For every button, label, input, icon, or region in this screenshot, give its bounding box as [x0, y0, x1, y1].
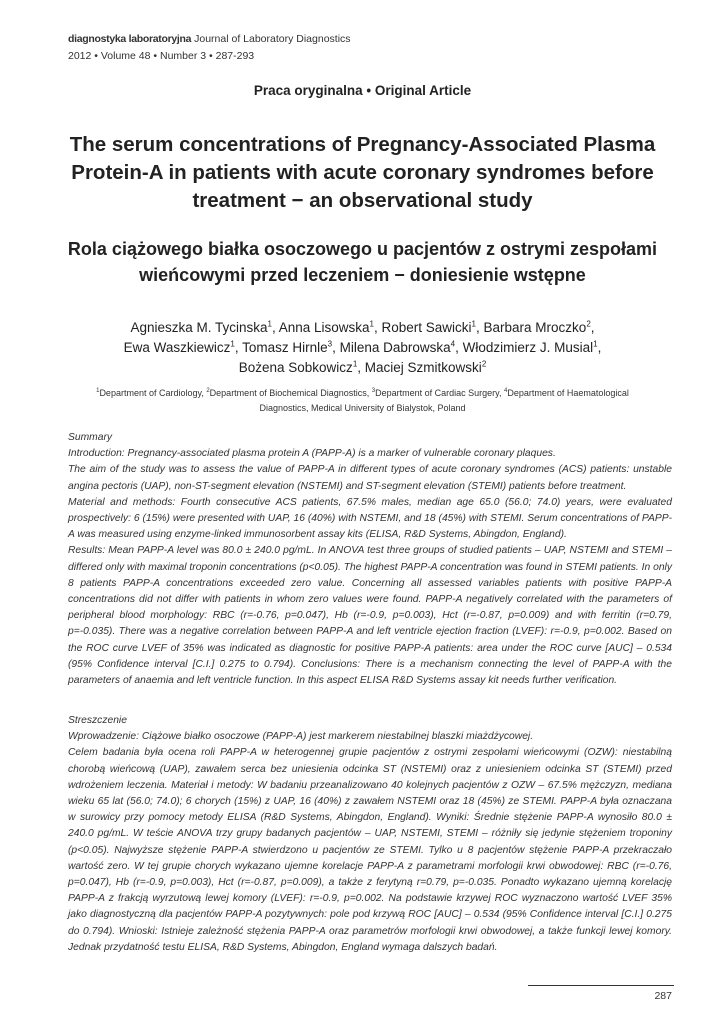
article-subtitle-polish: Rola ciążowego białka osoczowego u pacjentów z ostrymi zespołami wieńcowymi przed leczeniem − doniesienie wstępne [67, 239, 658, 285]
summary-section [68, 430, 672, 689]
author: Tomasz Hirnle$^3$, [242, 339, 340, 355]
summary-paragraph: Introduction: Pregnancy-associated plasma protein A (PAPP-A) is a marker of vulnerable coronary plaques. [68, 448, 556, 460]
author: Barbara Mroczko$^2$, [483, 319, 595, 335]
author-list [40, 318, 685, 378]
author: Włodzimierz J. Musial$^1$, [462, 339, 602, 355]
affiliation: $^3$Department of Cardiac Surgery, [371, 388, 504, 398]
summary-paragraph: The aim of the study was to assess the value of PAPP-A in different types of acute coronary syndromes (ACS) patients: unstable angina pectoris (UAP), non-ST-segment elevation (NSTEMI) and ST-segment elevation (STEMI) patients before treatment. [68, 464, 672, 492]
author: Milena Dabrowska$^4$, [339, 339, 463, 355]
affiliation: $^1$Department of Cardiology, [96, 388, 207, 398]
author: Agnieszka M. Tycinska$^1$, [130, 319, 279, 335]
author: Bożena Sobkowicz$^1$, [238, 359, 365, 375]
author: Ewa Waszkiewicz$^1$, [123, 339, 243, 355]
author: Maciej Szmitkowski$^2$ [364, 359, 487, 375]
footer-divider [528, 985, 674, 986]
page-number: 287 [654, 990, 672, 1002]
affiliations [80, 386, 645, 416]
streszczenie-heading: Streszczenie [68, 715, 127, 726]
journal-brand: diagnostyka laboratoryjna [68, 33, 192, 45]
journal-name: Journal of Laboratory Diagnostics [194, 33, 351, 45]
streszczenie-paragraph: Celem badania była ocena roli PAPP-A w heterogennej grupie pacjentów z ostrymi zespołami wieńcowymi (OZW): niestabilną chorobą wieńcową (UAP), zawałem serca bez uniesienia odcinka ST (NSTEMI) oraz z uniesieniem odcinka ST (STEMI) przed wdrożeniem leczenia. Materiał i metody: W badaniu przeanalizowano 40 kolejnych pacjentów z OZW – 67.5% mężczyzn, mediana wieku 65 lat (56.0; 74.0); 6 chorych (15%) z UAP, 16 (40%) z zawałem NSTEMI oraz 18 (45%) ze STEMI. PAPP-A była oznaczana w surowicy przy pomocy metody ELISA (R&D Systems, Abingdon, England). Wyniki: Średnie stężenie PAPP-A wynosiło 80.0 ± 240.0 pg/mL. W teście ANOVA trzy grupy badanych pacjentów – UAP, NSTEMI, STEMI – różniły się jedynie stężeniem troponiny (p<0.05). Najwyższe stężenie PAPP-A stwierdzono u pacjentów ze STEMI. Tylko u 8 pacjentów stężenie PAPP-A przekraczało wartość zero. W tej grupie chorych wykazano ujemne korelacje PAPP-A z parametrami morfologii krwi obwodowej: RBC (r=-0.76, p=0.047), Hb (r=-0.9, p=0.003), Hct (r=-0.87, p=0.009), a także z ferytyną r=0.79, p=-0.035. Ponadto wykazano ujemną korelację PAPP-A z frakcją wyrzutową lewej komory (LVEF): r=-0.9, p=0.002. Na podstawie krzywej ROC wyznaczono wartość LVEF 35% jako diagnostyczną dla pacjentów PAPP-A pozytywnych: pole pod krzywą ROC [AUC] – 0.534 (95% Confidence interval [C.I.] 0.275 do 0.794). Wnioski: Istnieje zależność stężenia PAPP-A oraz parametrów morfologii krwi obwodowej, a także funkcji lewej komory. Jednak przydatność testu ELISA, R&D Systems, Abingdon, England wymaga dalszych badań. [68, 747, 672, 953]
summary-paragraph: Material and methods: Fourth consecutive ACS patients, 67.5% males, median age 65.0 (56.0; 74.0) years, were evaluated prospectively: 6 (15%) were presented with UAP, 16 (40%) with NSTEMI, and 18 (45%) with STEMI. Serum concentrations of PAPP-A was measured using enzyme-linked immunosorbent assay kits (ELISA, R&D Systems, Abingdon, England). [68, 496, 672, 541]
issue-line: 2012 • Volume 48 • Number 3 • 287-293 [68, 50, 255, 62]
article-title: The serum concentrations of Pregnancy-Associated Plasma Protein-A in patients with acute coronary syndromes before treatment − an observational study [69, 133, 656, 212]
journal-name-line [68, 31, 351, 48]
summary-paragraph: Results: Mean PAPP-A level was 80.0 ± 240.0 pg/mL. In ANOVA test three groups of studied patients – UAP, NSTEMI and STEMI – differed only with maximal troponin concentrations (p<0.05). The highest PAPP-A concentration was found in STEMI patients. In only 8 patients PAPP-A concentrations exceeded zero value. Concerning all assessed variables patients with positive PAPP-A concentrations did not differ with patients in whom zero values were found. PAPP-A negatively correlated with the parameters of peripheral blood morphology: RBC (r=-0.76, p=0.047), Hb (r=-0.9, p=0.003), Hct (r=-0.87, p=0.009) and with ferritin (r=0.79, p=-0.035). There was a negative correlation between PAPP-A and left ventricle ejection fraction (LVEF): r=-0.9, p=0.002. Based on the ROC curve LVEF of 35% was indicated as diagnostic for positive PAPP-A patients: area under the ROC curve [AUC] – 0.534 (95% Confidence interval [C.I.] 0.275 to 0.794). Conclusions: There is a mechanism connecting the level of PAPP-A with the parameters of anaemia and left ventricle function. In this aspect ELISA R&D Systems assay kit needs further verification. [68, 545, 672, 687]
affiliation: $^4$Department of Haematological Diagnostics, Medical University of Bialystok, Poland [259, 388, 629, 413]
affiliation: $^2$Department of Biochemical Diagnostics, [206, 388, 372, 398]
article-type-label: Praca oryginalna • Original Article [253, 83, 472, 98]
summary-heading: Summary [68, 432, 113, 443]
journal-header [68, 31, 351, 65]
streszczenie-section [68, 713, 672, 956]
author: Robert Sawicki$^1$, [381, 319, 484, 335]
author: Anna Lisowska$^1$, [278, 319, 382, 335]
streszczenie-paragraph: Wprowadzenie: Ciążowe białko osoczowe (PAPP-A) jest markerem niestabilnej blaszki miażdżycowej. [68, 731, 534, 743]
